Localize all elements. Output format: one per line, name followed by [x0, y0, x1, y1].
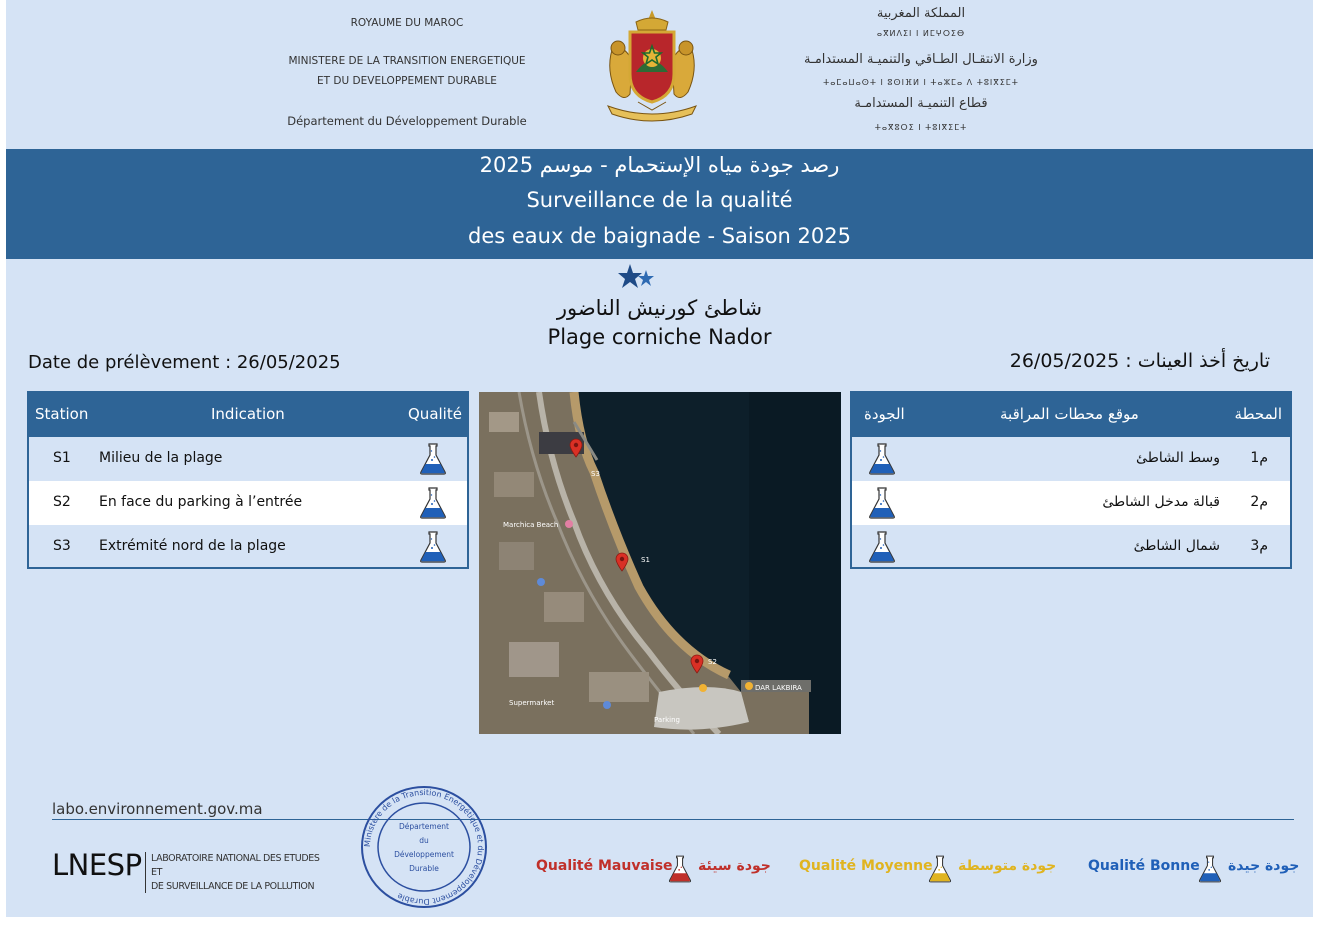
- header-ministry-tifinagh: ⵜⴰⵎⴰⵡⴰⵙⵜ ⵏ ⵓⵙⵏⴼⵍ ⵏ ⵜⴰⵣⵎⴰ ⴷ ⵜⵓⵏⴳⵉⵎⵜ: [823, 78, 1019, 87]
- header-station-ar: المحطة: [1234, 405, 1282, 423]
- svg-text:Ministère de la Transition Ene: [363, 788, 485, 906]
- header-ministry-fr-2: ET DU DEVELOPPEMENT DURABLE: [317, 75, 497, 87]
- header-department-ar: قطاع التنميـة المستدامـة: [854, 96, 988, 111]
- header-ministry-ar: وزارة الانتقـال الطـاقي والتنميـة المستدامـة: [804, 52, 1038, 67]
- header-kingdom-ar: المملكة المغربية: [876, 6, 966, 21]
- table-row: [852, 437, 1290, 481]
- stamp-center-2: du: [419, 836, 429, 845]
- lab-name-line-2: DE SURVEILLANCE DE LA POLLUTION: [151, 880, 315, 892]
- station-indication: En face du parking à l’entrée: [99, 494, 303, 510]
- stations-table-fr: [27, 391, 469, 569]
- good-quality-flask-icon: [419, 486, 447, 520]
- good-quality-flask-icon: [1198, 854, 1222, 884]
- table-header: [29, 393, 467, 437]
- station-id-ar: م1: [1250, 450, 1268, 466]
- map-label-s2: S2: [708, 658, 717, 666]
- sampling-date-fr: Date de prélèvement : 26/05/2025: [28, 352, 341, 373]
- bulletin-page: [6, 0, 1313, 917]
- table-row: [852, 481, 1290, 525]
- table-row: [29, 525, 467, 569]
- footer-divider: [52, 819, 1294, 820]
- header-kingdom-fr: ROYAUME DU MAROC: [350, 17, 464, 29]
- map-label-parking: Parking: [654, 716, 680, 724]
- stamp-center-4: Durable: [409, 864, 439, 873]
- website-link[interactable]: labo.environnement.gov.ma: [52, 800, 263, 818]
- bad-quality-flask-icon: [668, 854, 692, 884]
- legend-good-fr: Qualité Bonne: [1088, 858, 1200, 874]
- station-id: S3: [53, 538, 71, 554]
- stations-table-ar: [850, 391, 1292, 569]
- official-stamp-icon: [360, 785, 488, 909]
- station-indication: Extrémité nord de la plage: [99, 538, 286, 554]
- title-ar: رصد جودة مياه الإستحمام - موسم 2025: [479, 153, 840, 177]
- beach-name-fr: Plage corniche Nador: [547, 325, 772, 349]
- header-kingdom-tifinagh: ⴰⴳⵍⴷⵉⵏ ⵏ ⵍⵎⵖⵔⵉⴱ: [876, 29, 966, 38]
- header-quality: Qualité: [408, 405, 462, 423]
- stamp-ring-text: Ministère de la Transition Energétique et du Développement Durable: [362, 787, 486, 907]
- station-location-ar: وسط الشاطئ: [1136, 450, 1220, 466]
- good-quality-flask-icon: [419, 530, 447, 564]
- station-location-ar: قبالة مدخل الشاطئ: [1102, 494, 1220, 510]
- stamp-center-3: Développement: [394, 850, 454, 859]
- map-label-s3: S3: [591, 470, 600, 478]
- station-id-ar: م2: [1250, 494, 1268, 510]
- map-label-dar-lakbira: DAR LAKBIRA: [755, 684, 802, 692]
- lab-name-line-1: LABORATOIRE NATIONAL DES ETUDES ET: [151, 853, 320, 878]
- station-location-ar: شمال الشاطئ: [1133, 538, 1220, 554]
- lnesp-logo: LNESP: [52, 848, 142, 882]
- station-id-ar: م3: [1250, 538, 1268, 554]
- table-row: [852, 525, 1290, 569]
- good-quality-flask-icon: [868, 530, 896, 564]
- legend-medium-fr: Qualité Moyenne: [799, 858, 933, 874]
- header-indication: Indication: [211, 405, 285, 423]
- medium-quality-flask-icon: [928, 854, 952, 884]
- beach-name-ar: شاطئ كورنيش الناضور: [556, 296, 763, 320]
- good-quality-flask-icon: [868, 442, 896, 476]
- title-fr-2: des eaux de baignade - Saison 2025: [468, 224, 851, 248]
- header-department-fr: Département du Développement Durable: [287, 114, 527, 128]
- table-row: [29, 481, 467, 525]
- royal-coat-of-arms-icon: [598, 10, 706, 122]
- table-header: [852, 393, 1290, 437]
- good-quality-flask-icon: [419, 442, 447, 476]
- legend-bad-ar: جودة سيئة: [698, 858, 771, 874]
- header-station: Station: [35, 405, 89, 423]
- legend-good-ar: جودة جيدة: [1228, 858, 1300, 874]
- header-department-tifinagh: ⵜⴰⴳⵓⵔⵉ ⵏ ⵜⵓⵏⴳⵉⵎⵜ: [874, 123, 968, 132]
- title-banner: [6, 149, 1313, 259]
- lab-full-name: [145, 852, 325, 893]
- station-id: S1: [53, 450, 71, 466]
- legend-bad-fr: Qualité Mauvaise: [536, 858, 673, 874]
- map-label-marchica: Marchica Beach: [503, 521, 559, 529]
- beach-satellite-map: [479, 392, 841, 734]
- map-label-s1: S1: [641, 556, 650, 564]
- sampling-date-ar: تاريخ أخذ العينات : 26/05/2025: [1009, 350, 1270, 372]
- title-fr-1: Surveillance de la qualité: [526, 188, 793, 212]
- station-indication: Milieu de la plage: [99, 450, 223, 466]
- header-location-ar: موقع محطات المراقبة: [1000, 405, 1139, 423]
- legend-medium-ar: جودة متوسطة: [958, 858, 1057, 874]
- header-quality-ar: الجودة: [864, 405, 905, 423]
- table-row: [29, 437, 467, 481]
- star-logo-icon: [618, 262, 658, 292]
- stamp-center-1: Département: [399, 822, 449, 831]
- station-id: S2: [53, 494, 71, 510]
- map-label-supermarket: Supermarket: [509, 699, 555, 707]
- header-ministry-fr-1: MINISTERE DE LA TRANSITION ENERGETIQUE: [288, 55, 526, 67]
- good-quality-flask-icon: [868, 486, 896, 520]
